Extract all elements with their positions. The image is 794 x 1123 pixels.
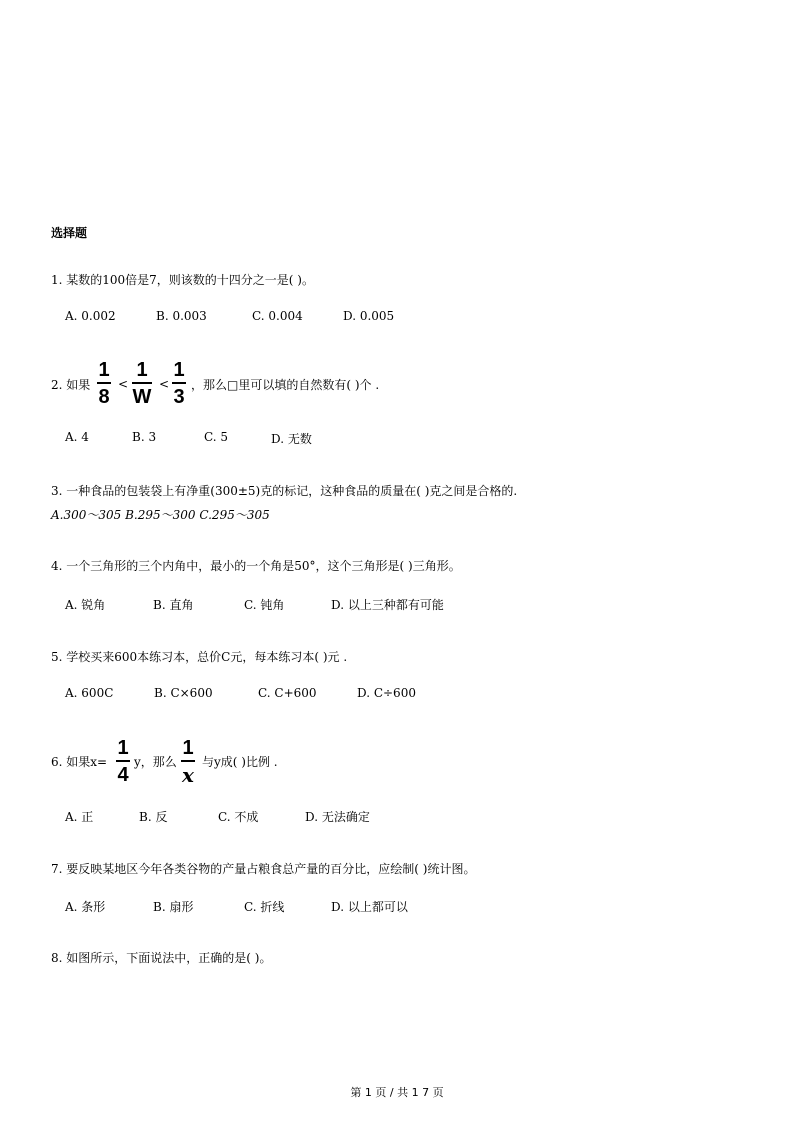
fraction-numerator: 1 (173, 359, 185, 381)
question-2-suffix: ，那么□里可以填的自然数有( )个 . (191, 378, 380, 392)
question-5-option-a: A. 600C (65, 686, 114, 700)
page-footer: 第 1 页 / 共 1 7 页 (350, 1086, 444, 1099)
question-2-option-b: B. 3 (132, 430, 157, 444)
less-than-sign: < (118, 377, 129, 391)
question-1-option-b: B. 0.003 (156, 309, 207, 323)
question-6-suffix: 与y成( )比例 . (202, 755, 278, 769)
question-5-text: 5. 学校买来600本练习本，总价C元，每本练习本( )元 . (51, 650, 348, 664)
fraction-bar (132, 382, 152, 384)
question-6-middle: y，那么 (134, 755, 177, 769)
question-4-option-d: D. 以上三种都有可能 (331, 598, 444, 612)
question-4-option-a: A. 锐角 (65, 598, 106, 612)
fraction-1-x (179, 737, 197, 786)
fraction-bar (172, 382, 186, 384)
fraction-numerator: 1 (117, 737, 129, 759)
question-2-prefix: 2. 如果 (51, 378, 91, 392)
question-7-text: 7. 要反映某地区今年各类谷物的产量占粮食总产量的百分比，应绘制( )统计图。 (51, 862, 476, 876)
question-7-option-d: D. 以上都可以 (331, 900, 408, 914)
fraction-numerator: 1 (182, 737, 194, 759)
question-2-option-c: C. 5 (204, 430, 229, 444)
less-than-sign: < (159, 377, 170, 391)
question-3-options: A.300～305 B.295～300 C.295～305 (51, 508, 270, 522)
fraction-1-w (130, 359, 154, 408)
fraction-1-8 (95, 359, 113, 408)
question-6-option-b: B. 反 (139, 810, 168, 824)
question-6-prefix: 6. 如果x= (51, 755, 108, 769)
question-7-option-c: C. 折线 (244, 900, 285, 914)
fraction-numerator: 1 (98, 359, 110, 381)
question-2-option-a: A. 4 (65, 430, 89, 444)
question-7-option-b: B. 扇形 (153, 900, 194, 914)
question-5-option-c: C. C+600 (258, 686, 317, 700)
question-3-text: 3. 一种食品的包装袋上有净重(300±5)克的标记，这种食品的质量在( )克之间是合格的. (51, 484, 518, 498)
fraction-bar (181, 760, 195, 762)
fraction-bar (97, 382, 111, 384)
question-6-option-c: C. 不成 (218, 810, 259, 824)
fraction-denominator: W (132, 386, 152, 408)
question-1-text: 1. 某数的100倍是7，则该数的十四分之一是( )。 (51, 273, 314, 287)
question-1-option-d: D. 0.005 (343, 309, 395, 323)
fraction-1-3 (170, 359, 188, 408)
question-5-option-b: B. C×600 (154, 686, 213, 700)
question-8-text: 8. 如图所示，下面说法中，正确的是( )。 (51, 951, 272, 965)
question-1-option-c: C. 0.004 (252, 309, 303, 323)
question-6-option-d: D. 无法确定 (305, 810, 370, 824)
question-4-text: 4. 一个三角形的三个内角中，最小的一个角是50°，这个三角形是( )三角形。 (51, 559, 461, 573)
question-4-option-c: C. 钝角 (244, 598, 285, 612)
fraction-denominator: 8 (98, 386, 110, 408)
fraction-denominator: x (182, 763, 194, 787)
fraction-bar (116, 760, 130, 762)
fraction-1-4 (114, 737, 132, 786)
question-2-option-d: D. 无数 (271, 432, 312, 446)
fraction-denominator: 3 (173, 386, 185, 408)
question-7-option-a: A. 条形 (65, 900, 106, 914)
question-5-option-d: D. C÷600 (357, 686, 416, 700)
section-title: 选择题 (51, 226, 88, 240)
fraction-denominator: 4 (117, 764, 129, 786)
question-6-option-a: A. 正 (65, 810, 94, 824)
question-1-option-a: A. 0.002 (65, 309, 116, 323)
fraction-numerator: 1 (136, 359, 148, 381)
question-4-option-b: B. 直角 (153, 598, 194, 612)
